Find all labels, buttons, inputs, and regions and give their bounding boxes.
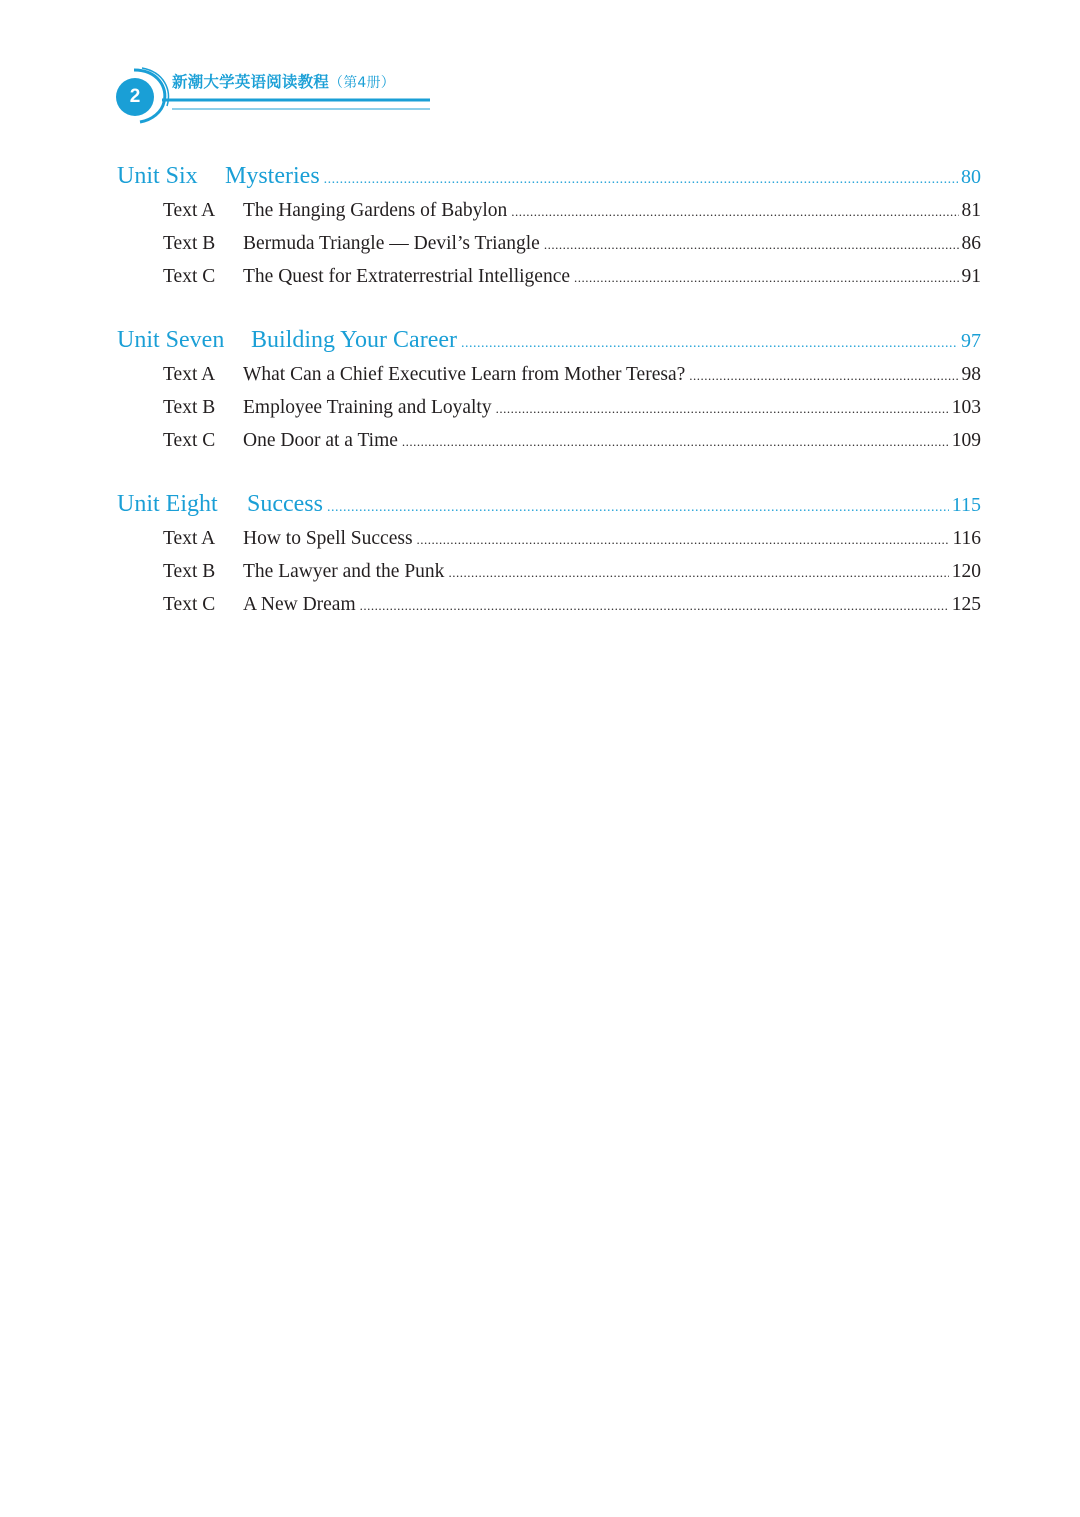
table-of-contents — [117, 158, 981, 650]
dot-leader — [417, 523, 950, 556]
text-page: 120 — [951, 561, 981, 582]
text-page: 91 — [961, 266, 981, 287]
text-title: What Can a Chief Executive Learn from Mother Teresa? — [243, 364, 686, 385]
text-label: Text A — [163, 200, 216, 221]
dot-leader — [324, 162, 958, 198]
unit-page: 80 — [961, 166, 981, 188]
toc-unit — [117, 486, 981, 621]
text-title: How to Spell Success — [243, 528, 413, 549]
toc-entry[interactable] — [117, 194, 981, 227]
text-title: One Door at a Time — [243, 430, 398, 451]
dot-leader — [448, 556, 948, 589]
text-title: A New Dream — [243, 594, 356, 615]
dot-leader — [689, 359, 958, 392]
page-number: 2 — [129, 86, 141, 107]
text-page: 103 — [951, 397, 981, 418]
text-label: Text C — [163, 594, 216, 615]
text-label: Text C — [163, 266, 216, 287]
toc-entry[interactable] — [117, 391, 981, 424]
text-title: The Lawyer and the Punk — [243, 561, 445, 582]
text-label: Text A — [163, 528, 216, 549]
page-header — [112, 66, 442, 126]
text-title: The Quest for Extraterrestrial Intelligence — [243, 266, 571, 287]
unit-heading[interactable] — [117, 158, 981, 194]
toc-entry[interactable] — [117, 522, 981, 555]
unit-number: Unit Six — [117, 163, 198, 189]
unit-page: 115 — [951, 494, 981, 516]
text-page: 125 — [951, 594, 981, 615]
text-page: 116 — [952, 528, 981, 549]
text-page: 81 — [961, 200, 981, 221]
unit-title: Mysteries — [225, 163, 320, 189]
dot-leader — [496, 392, 949, 425]
dot-leader — [544, 228, 959, 261]
book-volume: （第4册） — [329, 75, 395, 91]
text-label: Text B — [163, 397, 216, 418]
unit-number: Unit Eight — [117, 491, 218, 517]
text-label: Text A — [163, 364, 216, 385]
dot-leader — [402, 425, 949, 458]
unit-number: Unit Seven — [117, 327, 225, 353]
text-title: The Hanging Gardens of Babylon — [243, 200, 508, 221]
text-page: 86 — [961, 233, 981, 254]
dot-leader — [461, 326, 958, 362]
toc-entry[interactable] — [117, 260, 981, 293]
text-title: Employee Training and Loyalty — [243, 397, 492, 418]
text-title: Bermuda Triangle — Devil’s Triangle — [243, 233, 540, 254]
text-page: 109 — [951, 430, 981, 451]
text-label: Text C — [163, 430, 216, 451]
unit-heading[interactable] — [117, 322, 981, 358]
unit-title: Success — [247, 491, 323, 517]
text-page: 98 — [961, 364, 981, 385]
text-label: Text B — [163, 561, 216, 582]
unit-title: Building Your Career — [251, 327, 457, 353]
toc-entry[interactable] — [117, 358, 981, 391]
book-title-text: 新潮大学英语阅读教程 — [172, 73, 330, 91]
dot-leader — [511, 195, 958, 228]
toc-entry[interactable] — [117, 424, 981, 457]
toc-entry[interactable] — [117, 588, 981, 621]
unit-heading[interactable] — [117, 486, 981, 522]
dot-leader — [360, 589, 949, 622]
unit-page: 97 — [961, 330, 981, 352]
text-label: Text B — [163, 233, 216, 254]
toc-entry[interactable] — [117, 227, 981, 260]
toc-unit — [117, 158, 981, 293]
toc-entry[interactable] — [117, 555, 981, 588]
dot-leader — [327, 490, 949, 526]
dot-leader — [574, 261, 958, 294]
toc-unit — [117, 322, 981, 457]
book-title — [172, 70, 395, 92]
